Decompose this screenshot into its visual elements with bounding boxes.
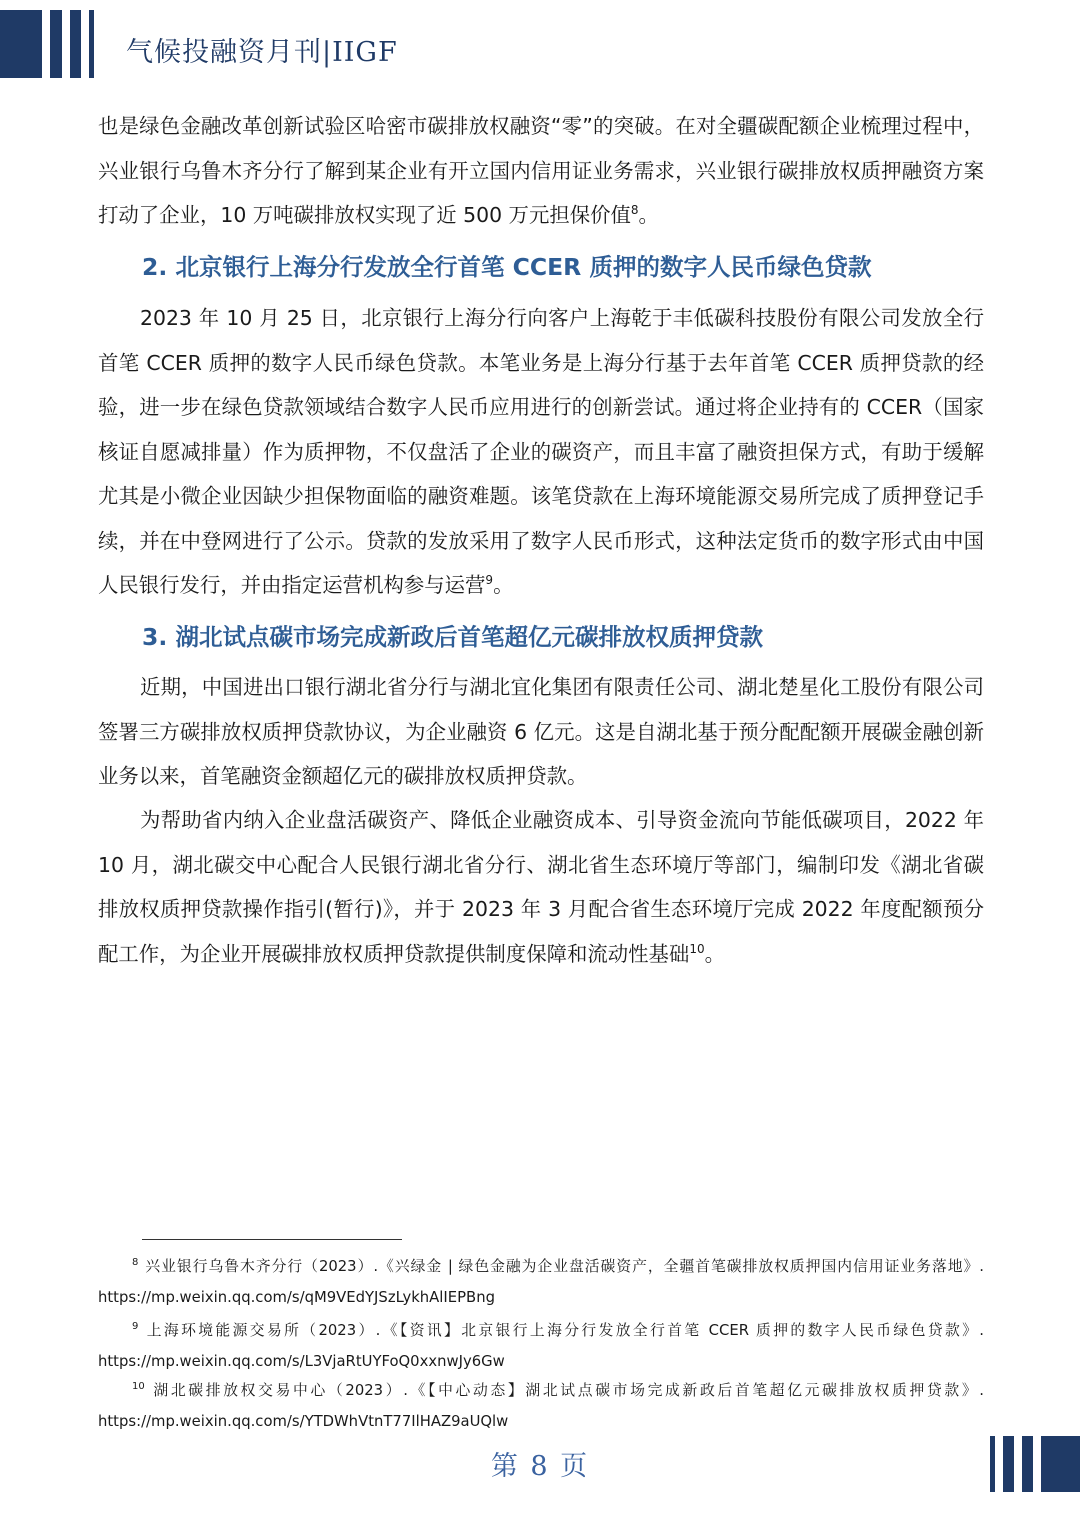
paragraph-4-end: 。 [704,941,725,966]
footnote-text[interactable]: 上海环境能源交易所（2023）.《【资讯】北京银行上海分行发放全行首笔 CCER 质押的数字人民币绿色贷款》. https://mp.weixin.qq.com/s/L3VjaRtUYFoQ0xxnwJy6Gw [98,1321,984,1370]
footnote-text[interactable]: 湖北碳排放权交易中心（2023）.《【中心动态】湖北试点碳市场完成新政后首笔超亿元碳排放权质押贷款》. https://mp.weixin.qq.com/s/YTDWhVtnT77IlHAZ9aUQlw [98,1381,984,1430]
footnote-9 [98,1311,984,1377]
paragraph-3 [98,665,984,799]
paragraph-1 [98,104,984,238]
footnote-ref-9[interactable]: 9 [485,573,494,588]
section-heading-2: 2. 北京银行上海分行发放全行首笔 CCER 质押的数字人民币绿色贷款 [142,253,872,281]
footnote-8 [98,1247,984,1313]
footnote-mark: 8 [132,1257,139,1268]
paragraph-3-text: 近期，中国进出口银行湖北省分行与湖北宜化集团有限责任公司、湖北楚星化工股份有限公司签署三方碳排放权质押贷款协议，为企业融资 6 亿元。这是自湖北基于预分配配额开展碳金融创新业务以来，首笔融资金额超亿元的碳排放权质押贷款。 [98,675,984,788]
footnote-mark: 10 [132,1381,145,1392]
footnote-separator [142,1239,402,1240]
footnote-ref-10[interactable]: 10 [689,941,705,956]
footnote-ref-8[interactable]: 8 [630,203,639,218]
paragraph-2-text: 2023 年 10 月 25 日，北京银行上海分行向客户上海乾于丰低碳科技股份有限公司发放全行首笔 CCER 质押的数字人民币绿色贷款。本笔业务是上海分行基于去年首笔 CCER 质押贷款的经验，进一步在绿色贷款领域结合数字人民币应用进行的创新尝试。通过将企业持有的 CCER（国家核证自愿减排量）作为质押物，不仅盘活了企业的碳资产，而且丰富了融资担保方式，有助于缓解尤其是小微企业因缺少担保物面临的融资难题。该笔贷款在上海环境能源交易所完成了质押登记手续，并在中登网进行了公示。贷款的发放采用了数字人民币形式，这种法定货币的数字形式由中国人民银行发行，并由指定运营机构参与运营 [98,306,984,597]
paragraph-4 [98,798,984,976]
paragraph-1-text: 也是绿色金融改革创新试验区哈密市碳排放权融资“零”的突破。在对全疆碳配额企业梳理过程中，兴业银行乌鲁木齐分行了解到某企业有开立国内信用证业务需求，兴业银行碳排放权质押融资方案打动了企业，10 万吨碳排放权实现了近 500 万元担保价值 [98,114,984,227]
paragraph-1-end: 。 [638,203,659,227]
paragraph-2-end: 。 [493,573,514,597]
publication-title: 气候投融资月刊|IIGF [126,37,398,68]
footnote-mark: 9 [132,1321,139,1332]
header-decorative-bars [0,10,100,78]
section-heading-3: 3. 湖北试点碳市场完成新政后首笔超亿元碳排放权质押贷款 [142,623,763,651]
footer-decorative-bars [990,1436,1080,1492]
paragraph-4-text: 为帮助省内纳入企业盘活碳资产、降低企业融资成本、引导资金流向节能低碳项目，2022 年 10 月，湖北碳交中心配合人民银行湖北省分行、湖北省生态环境厅等部门，编制印发《湖北省碳排放权质押贷款操作指引(暂行)》，并于 2023 年 3 月配合省生态环境厅完成 2022 年度配额预分配工作，为企业开展碳排放权质押贷款提供制度保障和流动性基础 [98,808,984,966]
paragraph-2 [98,296,984,608]
footnote-text[interactable]: 兴业银行乌鲁木齐分行（2023）.《兴绿金 | 绿色金融为企业盘活碳资产，全疆首笔碳排放权质押国内信用证业务落地》. https://mp.weixin.qq.com/s/qM9VEdYJSzLykhAlIEPBng [98,1257,984,1306]
footnote-10 [98,1371,984,1437]
page-number: 第 8 页 [490,1451,590,1482]
